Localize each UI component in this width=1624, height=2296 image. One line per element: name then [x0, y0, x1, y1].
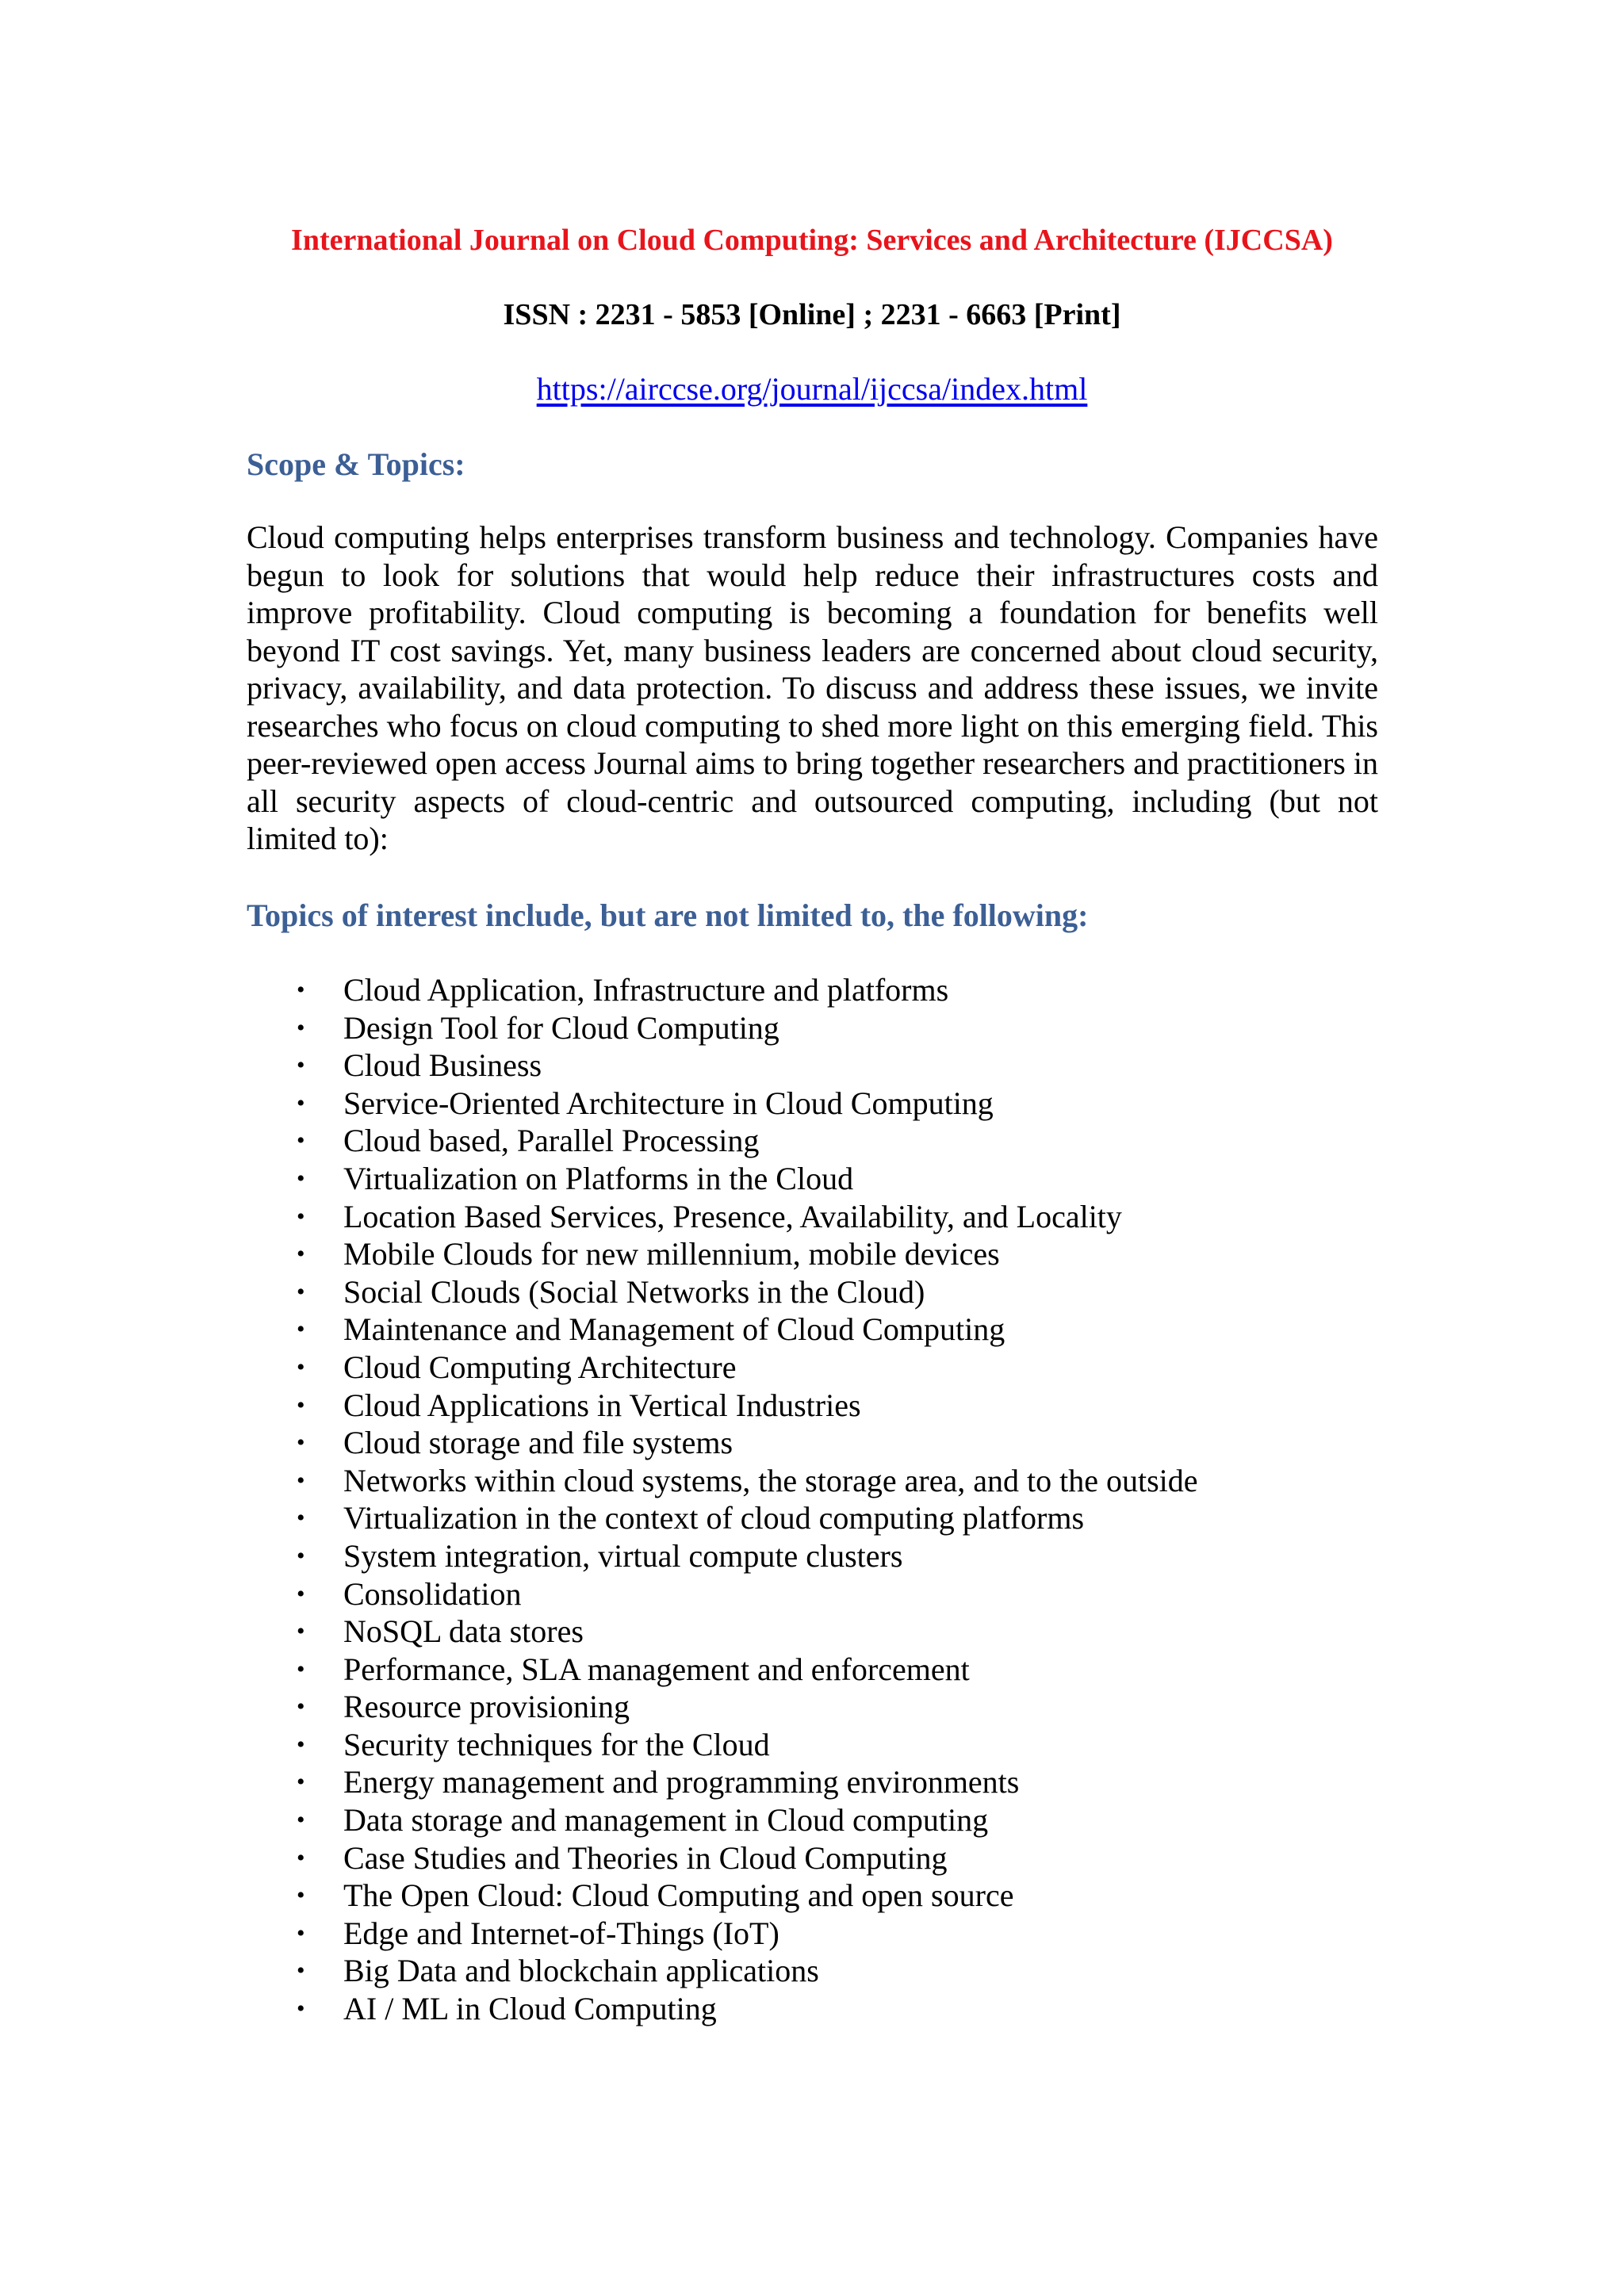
list-item	[247, 1198, 1198, 1236]
list-item-text: Big Data and blockchain applications	[343, 1953, 819, 1989]
bullet-icon: •	[297, 1580, 305, 1607]
bullet-icon: •	[297, 1316, 305, 1343]
list-item-text: Data storage and management in Cloud computing	[343, 1802, 989, 1839]
bullet-icon: •	[297, 1089, 305, 1116]
journal-url-link[interactable]: https://airccse.org/journal/ijccsa/index.html	[536, 371, 1088, 407]
bullet-icon: •	[297, 1278, 305, 1305]
bullet-icon: •	[297, 1505, 305, 1532]
list-item-text: Cloud storage and file systems	[343, 1425, 733, 1461]
list-item-text: Mobile Clouds for new millennium, mobile devices	[343, 1236, 1000, 1272]
list-item-text: Virtualization on Platforms in the Cloud	[343, 1160, 854, 1196]
bullet-icon: •	[297, 1467, 305, 1494]
list-item-text: The Open Cloud: Cloud Computing and open source	[343, 1877, 1014, 1914]
list-item-text: System integration, virtual compute clusters	[343, 1537, 903, 1574]
list-item	[247, 1085, 1198, 1123]
list-item-text: Cloud Business	[343, 1047, 542, 1084]
list-item-text: Social Clouds (Social Networks in the Cloud)	[343, 1273, 925, 1310]
list-item	[247, 1424, 1198, 1462]
list-item	[247, 1537, 1198, 1575]
list-item	[247, 1009, 1198, 1047]
list-item-text: Consolidation	[343, 1575, 522, 1612]
list-item	[247, 1349, 1198, 1387]
list-item	[247, 1952, 1198, 1990]
list-item-text: Cloud based, Parallel Processing	[343, 1123, 760, 1159]
list-item-text: Security techniques for the Cloud	[343, 1726, 770, 1762]
list-item	[247, 971, 1198, 1009]
list-item-text: Resource provisioning	[343, 1689, 630, 1725]
list-item	[247, 1462, 1198, 1500]
list-item	[247, 1047, 1198, 1085]
list-item-text: AI / ML in Cloud Computing	[343, 1991, 717, 2027]
list-item	[247, 1839, 1198, 1877]
list-item-text: Design Tool for Cloud Computing	[343, 1009, 779, 1046]
list-item-text: Cloud Application, Infrastructure and platforms	[343, 972, 949, 1008]
list-item-text: Networks within cloud systems, the storage area, and to the outside	[343, 1462, 1198, 1498]
journal-title: International Journal on Cloud Computing: Services and Architecture (IJCCSA)	[291, 224, 1333, 257]
list-item	[247, 1499, 1198, 1537]
bullet-icon: •	[297, 1731, 305, 1758]
bullet-icon: •	[297, 1241, 305, 1268]
list-item	[247, 1726, 1198, 1764]
bullet-icon: •	[297, 1542, 305, 1569]
list-item-text: Virtualization in the context of cloud computing platforms	[343, 1500, 1085, 1536]
journal-url-container	[0, 369, 1624, 410]
list-item-text: Cloud Applications in Vertical Industries	[343, 1387, 861, 1423]
bullet-icon: •	[297, 1429, 305, 1456]
topics-heading: Topics of interest include, but are not limited to, the following:	[247, 897, 1089, 933]
list-item	[247, 1990, 1198, 2028]
list-item	[247, 1877, 1198, 1915]
list-item-text: Energy management and programming environments	[343, 1764, 1020, 1800]
bullet-icon: •	[297, 1769, 305, 1796]
list-item	[247, 1575, 1198, 1613]
list-item	[247, 1613, 1198, 1651]
list-item	[247, 1122, 1198, 1160]
bullet-icon: •	[297, 1391, 305, 1418]
list-item	[247, 1273, 1198, 1311]
bullet-icon: •	[297, 1807, 305, 1834]
list-item	[247, 1651, 1198, 1689]
bullet-icon: •	[297, 1014, 305, 1041]
bullet-icon: •	[297, 1882, 305, 1909]
list-item	[247, 1311, 1198, 1349]
scope-heading: Scope & Topics:	[247, 446, 465, 482]
bullet-icon: •	[297, 1957, 305, 1984]
bullet-icon: •	[297, 1203, 305, 1230]
list-item	[247, 1160, 1198, 1198]
bullet-icon: •	[297, 1127, 305, 1154]
bullet-icon: •	[297, 977, 305, 1003]
list-item	[247, 1387, 1198, 1425]
list-item-text: Location Based Services, Presence, Availability, and Locality	[343, 1198, 1122, 1234]
list-item-text: Performance, SLA management and enforcement	[343, 1651, 970, 1687]
list-item-text: Service-Oriented Architecture in Cloud Computing	[343, 1085, 994, 1121]
bullet-icon: •	[297, 1919, 305, 1946]
bullet-icon: •	[297, 1353, 305, 1380]
bullet-icon: •	[297, 1165, 305, 1192]
list-item-text: Cloud Computing Architecture	[343, 1349, 737, 1385]
list-item	[247, 1235, 1198, 1273]
issn-line: ISSN : 2231 - 5853 [Online] ; 2231 - 6663 [Print]	[503, 298, 1121, 331]
list-item	[247, 1688, 1198, 1726]
bullet-icon: •	[297, 1693, 305, 1720]
list-item	[247, 1763, 1198, 1801]
bullet-icon: •	[297, 1996, 305, 2022]
list-item	[247, 1801, 1198, 1839]
list-item-text: Maintenance and Management of Cloud Computing	[343, 1311, 1005, 1348]
list-item-text: Case Studies and Theories in Cloud Computing	[343, 1839, 948, 1876]
bullet-icon: •	[297, 1844, 305, 1871]
bullet-icon: •	[297, 1618, 305, 1645]
scope-paragraph: Cloud computing helps enterprises transform business and technology. Companies have begun to look for solutions that would help reduce their infrastructures costs and improve profitability. Cloud computing is becoming a foundation for benefits well beyond IT cost savings. Yet, many business leaders are concerned about cloud security, privacy, availability, and data protection. To discuss and address these issues, we invite researches who focus on cloud computing to shed more light on this emerging field. This peer-reviewed open access Journal aims to bring together researchers and practitioners in all security aspects of cloud-centric and outsourced computing, including (but not limited to):	[247, 519, 1378, 856]
bullet-icon: •	[297, 1052, 305, 1079]
topic-list	[247, 971, 1198, 2028]
list-item	[247, 1915, 1198, 1953]
list-item-text: NoSQL data stores	[343, 1613, 584, 1650]
bullet-icon: •	[297, 1655, 305, 1682]
list-item-text: Edge and Internet-of-Things (IoT)	[343, 1915, 779, 1951]
